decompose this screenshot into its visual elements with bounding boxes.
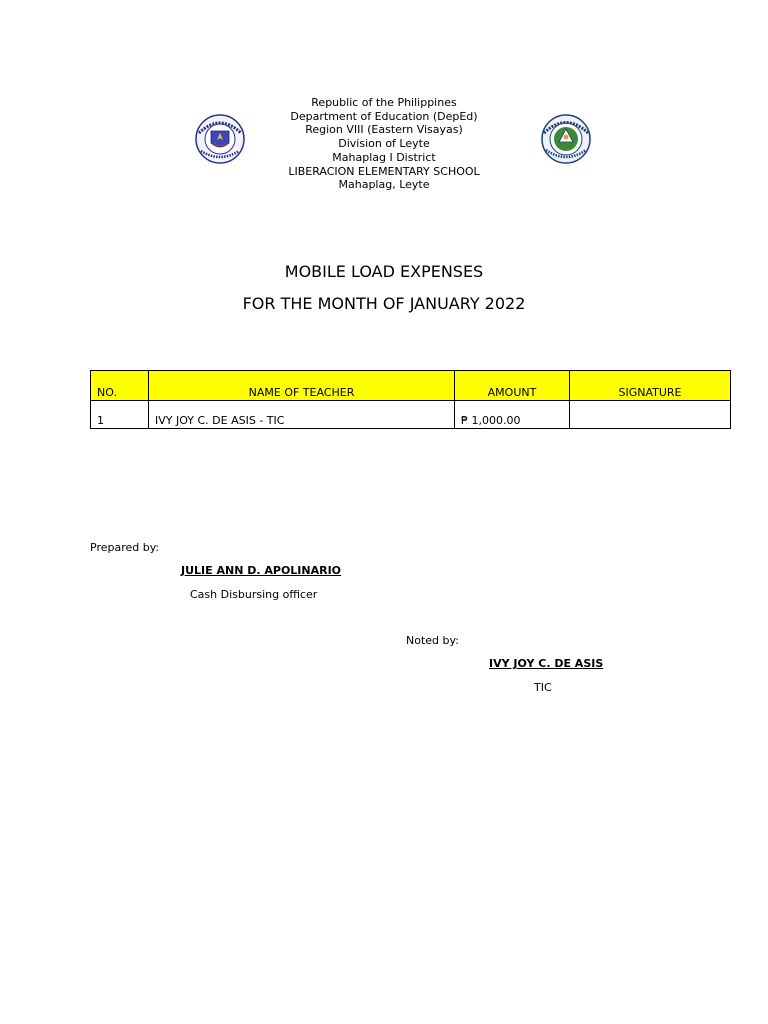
table-header-row — [91, 371, 731, 401]
column-header-no: NO. — [91, 371, 149, 401]
column-header-name: NAME OF TEACHER — [149, 371, 455, 401]
prepared-by-label: Prepared by: — [90, 541, 160, 554]
header-line-region: Region VIII (Eastern Visayas) — [305, 123, 463, 137]
cell-amount: ₱ 1,000.00 — [455, 401, 570, 429]
division-of-leyte-seal-logo — [531, 112, 601, 166]
deped-seal-logo — [185, 113, 255, 165]
header-line-division: Division of Leyte — [338, 137, 430, 151]
prepared-by-name: JULIE ANN D. APOLINARIO — [181, 564, 342, 577]
noted-by-label: Noted by: — [406, 634, 459, 647]
letterhead — [234, 96, 534, 192]
header-line-deped: Department of Education (DepEd) — [290, 109, 478, 123]
noted-by-name: IVY JOY C. DE ASIS — [489, 657, 604, 670]
noted-by-title: TIC — [534, 681, 552, 694]
header-line-district: Mahaplag I District — [332, 150, 436, 164]
cell-signature — [570, 401, 731, 429]
document-title: MOBILE LOAD EXPENSES — [284, 262, 484, 281]
cell-teacher-name: IVY JOY C. DE ASIS - TIC — [149, 401, 455, 429]
expenses-table — [90, 370, 731, 429]
header-line-school: LIBERACION ELEMENTARY SCHOOL — [288, 164, 480, 178]
column-header-signature: SIGNATURE — [570, 371, 731, 401]
table-row — [91, 401, 731, 429]
header-line-address: Mahaplag, Leyte — [338, 178, 430, 192]
header-line-republic: Republic of the Philippines — [311, 96, 457, 109]
document-subtitle: FOR THE MONTH OF JANUARY 2022 — [242, 294, 526, 313]
prepared-by-title: Cash Disbursing officer — [190, 588, 318, 601]
column-header-amount: AMOUNT — [455, 371, 570, 401]
cell-no: 1 — [91, 401, 149, 429]
